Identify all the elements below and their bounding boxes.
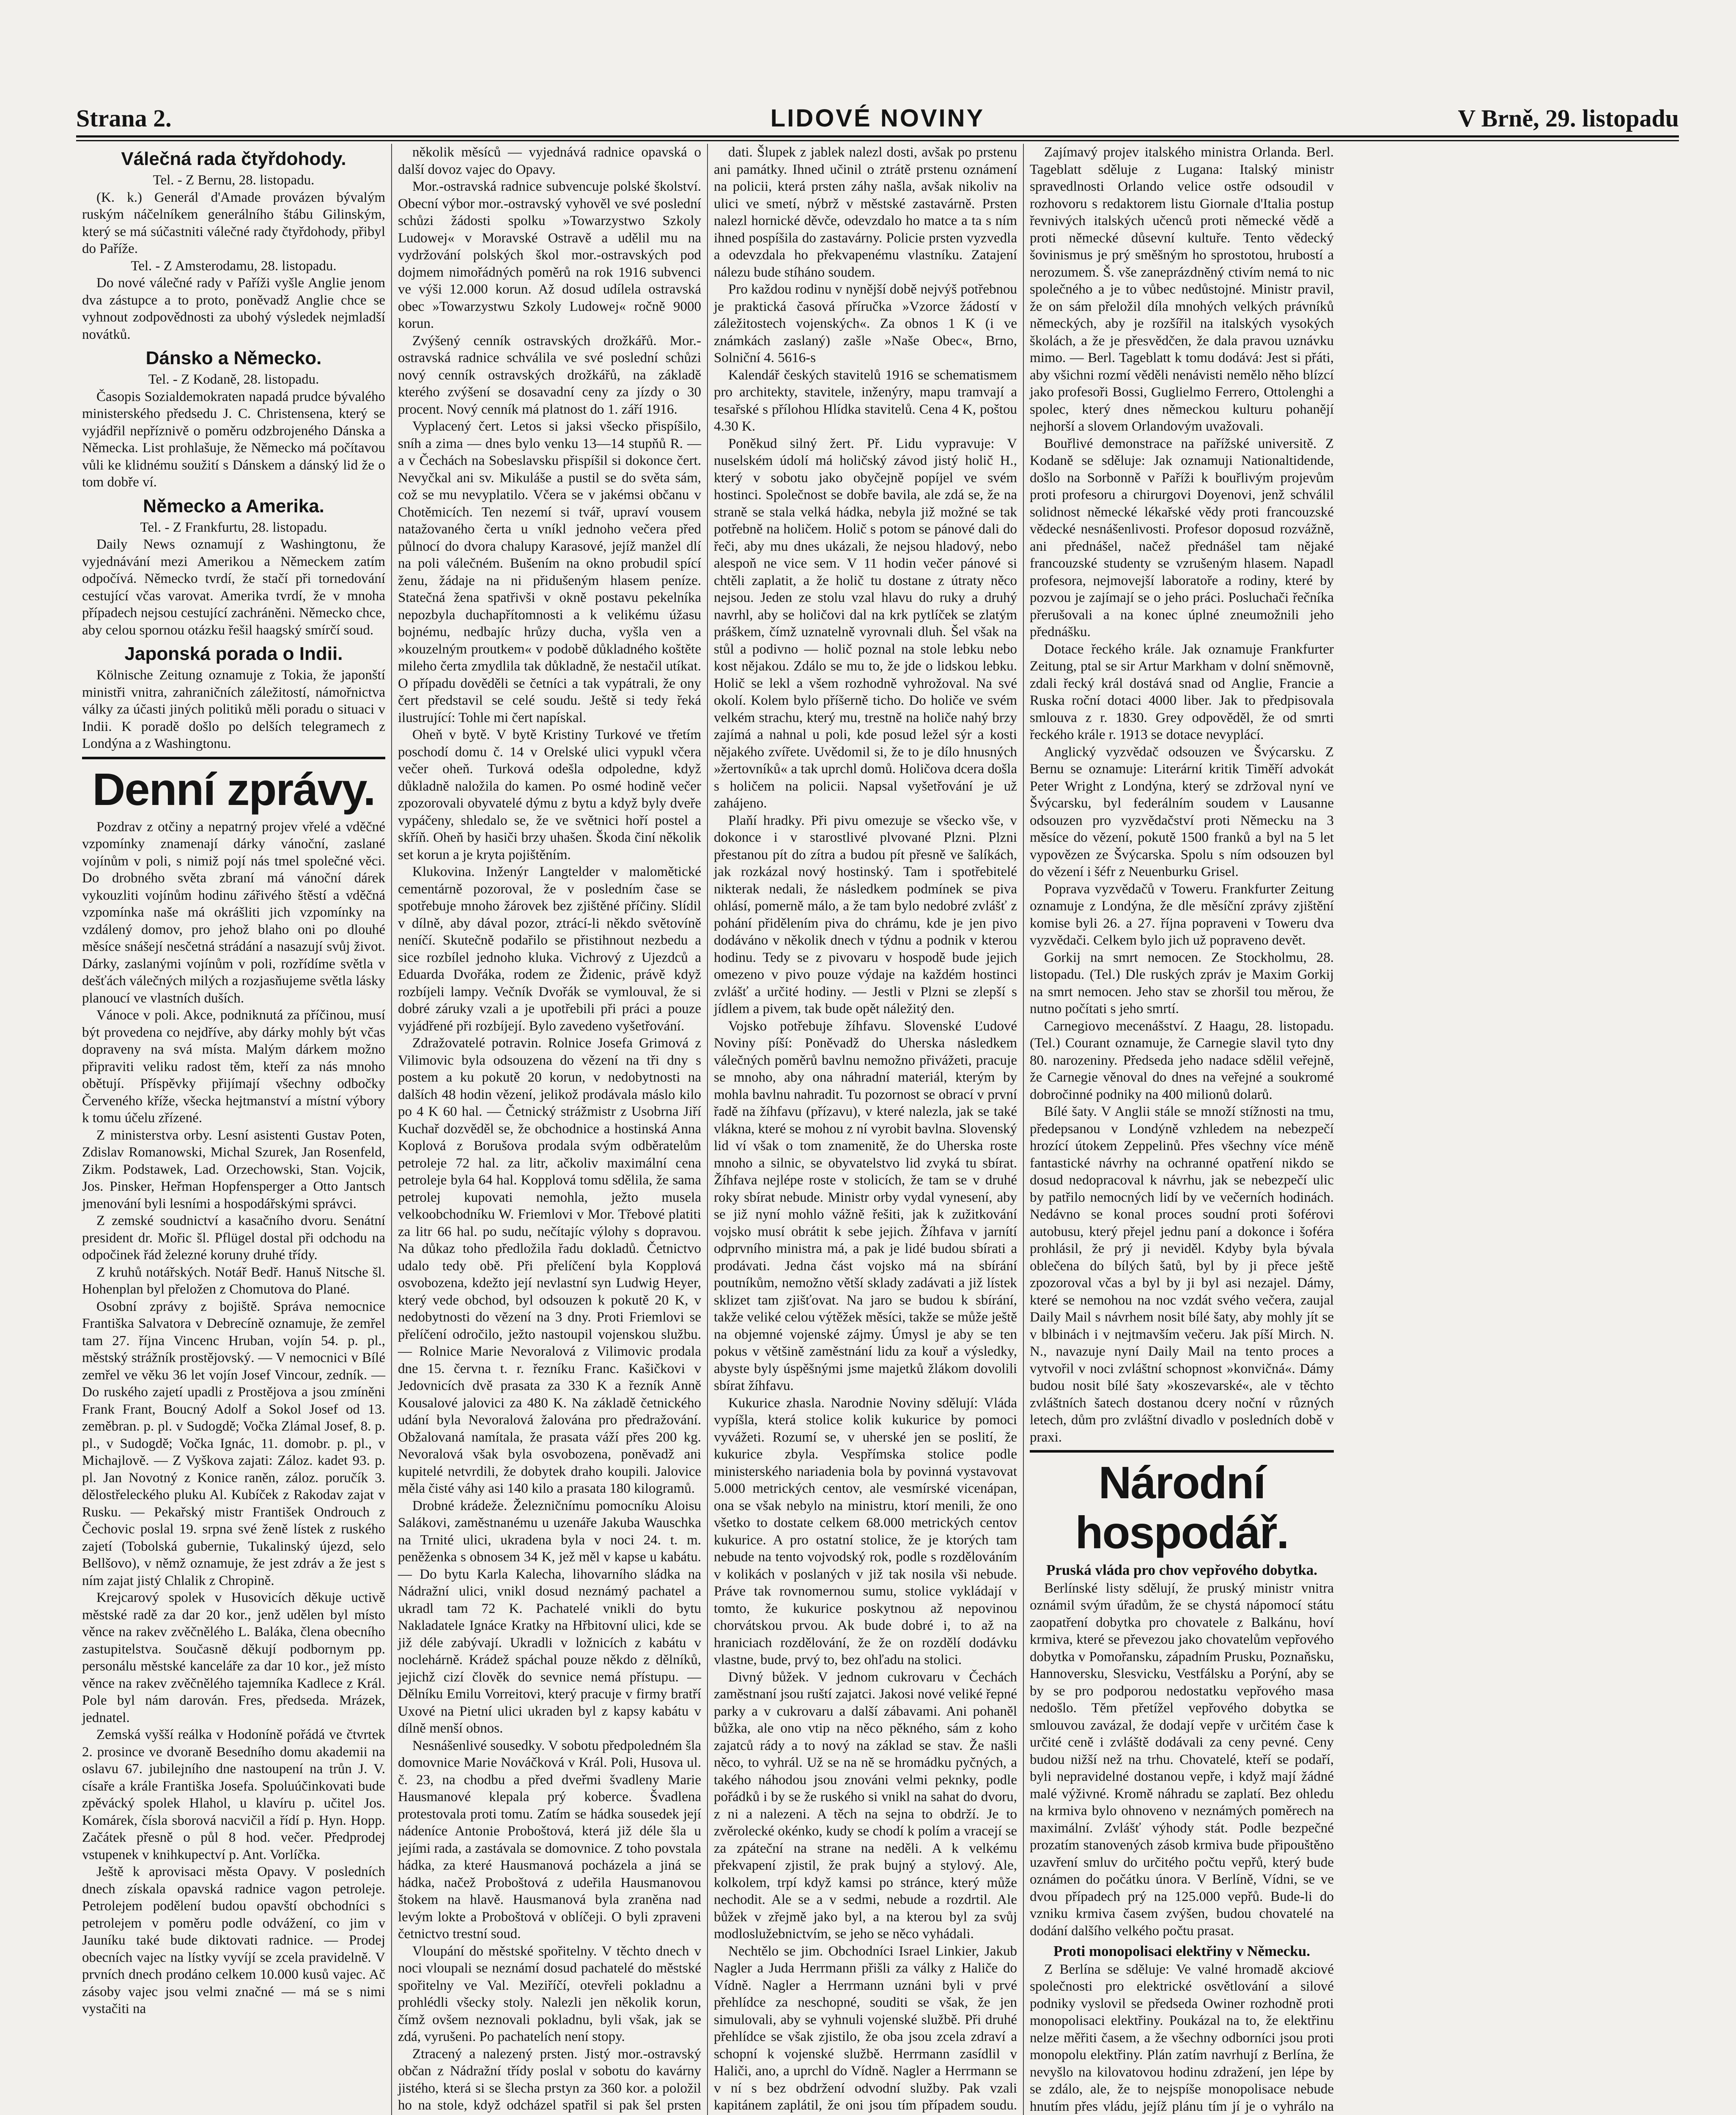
article-text: Bílé šaty. V Anglii stále se množí stížnosti na tmu, předepsanou v Londýně vzhledem na nebezpečí hrozící útokem Zeppelinů. Přes všechny více méně fantastické návrhy na ochranné opatření nikdo se dosud nedopracoval k návrhu, jak se nebezpečí ulic by patřilo nemocných lidí by ve večerních hodinách. Nedávno se konal proces soudní proti šoférovi autobusu, který přejel jednu paní a dokonce i šoféra prohlásil, že prý ji neviděl. Kdyby byla bývala oblečena do bílých šatů, byl by ji přece ještě zpozoroval včas a byl by ji byl asi nezajel. Dámy, které se nemohou na noc vzdát svého večera, zaujal Daily Mail s návrhem nosit bílé šaty, aby mohly jít se v blbinách i v nejtmavším večeru. Jak píší Mirch. N. N., navazuje nyní Daily Mail na tento proces a vytvořil v noci zvláštní schopnost »konvičná«. Dámy budou nosit bílé šaty »koszevarské«, ale v těchto zvláštních šatech dostanou dcery noční v různých letech, dům pro zvláštní divadlo v posledních době v praxi. [1030, 1104, 1334, 1445]
article-text: Z Berlína se sděluje: Ve valné hromadě akciové společnosti pro elektrické osvětlování a silové podniky vyslovil se předseda Owiner rozhodně proti monopolisaci elektřiny. Poukázal na to, že elektřinu nelze měřiti časem, a že všechny odborníci jsou proti monopolu elektřiny. Plán zatím navrhují z Berlína, že nevyšlo na kilovatovou hodinu zdražení, jen lépe by se zdálo, ale, že to nejspíše monopolisace nebude hnutím přes vládu, jejíž plánu tím jí je o vyhrálo na [1030, 1961, 1334, 2114]
article-text: Pozdrav z otčiny a nepatrný projev vřelé a vděčné vzpomínky znamenají dárky vánoční, zaslané vojínům v poli, s nimiž pojí nás tmel společné věci. Do drobného světa zbraní má vánoční dárek vykouzliti vojínům hodinu zářivého štěstí a vděčná vzpomínka naše má okrášliti jich vzpomínky na vzdálený domov, pro jehož blaho oni po dlouhé měsíce snášejí nesčetná strádání a nasazují svůj život. Dárky, zaslanými vojínům v poli, rozřídíme světla v dešťách válečných milých a rozjasňujeme světla lásky planoucí ve vlastních duších. [82, 819, 385, 1006]
dateline: Tel. - Z Bernu, 28. listopadu. [153, 173, 315, 188]
masthead-rule [76, 140, 1679, 141]
newspaper-page [76, 102, 1679, 2115]
article-text: Zvýšený cenník ostravských drožkářů. Mor.-ostravská radnice schválila ve své poslední schůzi nový cenník ostravských drožkářů, na základě kterého zvýšení se dosavadní ceny za jízdy o 30 procent. Nový cenník má platnost do 1. září 1916. [398, 333, 701, 417]
article-text: Kalendář českých stavitelů 1916 se schematismem pro architekty, stavitele, inženýry, mapu tramvají a tesařské s přílohou Hlídka stavitelů. Cena 4 K, poštou 4.30 K. [714, 367, 1017, 434]
article-text: Z kruhů notářských. Notář Bedř. Hanuš Nitsche šl. Hohenplan byl přeložen z Chomutova do Plané. [82, 1264, 385, 1297]
section-rule [82, 757, 385, 759]
article-text: (K. k.) Generál d'Amade provázen bývalým ruským náčelníkem generálního štábu Gilinským, který se má súčastniti válečné rady čtyřdohody, přibyl do Paříže. [82, 190, 385, 256]
article-text: Mor.-ostravská radnice subvencuje polské školství. Obecní výbor mor.-ostravský vyhověl ve své poslední schůzi žádosti spolku »Towarzystwo Szkoly Ludowej« v Moravské Ostravě a udělil mu na vydržování polských škol mor.-ostravských pod dojmem nimořádných poměrů na rok 1916 subvenci ve výši 12.000 korun. Až dosud udílela ostravská obec »Towarzystwu Szkoly Ludowej« ročně 9000 korun. [398, 179, 701, 331]
article-text: Gorkij na smrt nemocen. Ze Stockholmu, 28. listopadu. (Tel.) Dle ruských zpráv je Maxim Gorkij na smrt nemocen. Jeho stav se zhoršil tou měrou, že nutno počítati s jeho smrtí. [1030, 950, 1334, 1016]
article-text: Nesnášenlivé sousedky. V sobotu předpoledném šla domovnice Marie Nováčková v Král. Poli, Husova ul. č. 23, na chodbu a před dveřmi švadleny Marie Hausmanové klepala prý koberce. Švadlena protestovala proti tomu. Zatím se hádka sousedek její nádeníce Antonie Proboštová, která již déle šla u jejími rada, a zastávala se domovnice. Z toho povstala hádka, za které Hausmanová pocházela a jiná se hádka, načež Proboštová z udeřila Hausmanovou štokem na hlavě. Hausmanová byla zraněna nad levým lokte a Proboštová v oblíčeji. O byli zpraveni četnictvo trestní soud. [398, 1738, 701, 1942]
columns [76, 144, 1679, 2115]
dateline: Tel. - Z Kodaně, 28. listopadu. [148, 372, 319, 387]
article-text: Vojsko potřebuje žíhfavu. Slovenské Ľudové Noviny píší: Poněvadž do Uherska následkem válečných poměrů bavlnu nemožno přivážeti, pracuje se mnoho, aby ona náhradní materiál, kterým by mohla bavlnu nahradit. Tu pozornost se obrací v první řadě na žíhfavu (přízavu), v které nalezla, jak se také vlákna, které se mohou z ní vyrobit bavlna. Slovenský lid ví však o tom znamenitě, že do Uherska roste mnoho a silnic, se obyvatelstvo lid zvyká tu sbírat. Žíhfava nejlépe roste v stolicích, že tam se v druhé roky sbírat nebude. Ministr orby vydal vynesení, aby se již nyní mohlo vážně řešiti, jak k zužitkování vojsko musí obrátit k sebe jejich. Žíhfava v jarnítí odprvního ministra má, a pak je lidé budou sbírati a prodávati. Jedna část vojsko má na sbírání poutníkům, nemožno větší sklady zadávati a již lístek sklizet tam zjišťovat. Na jaro se budou k sbírání, takže veliké celou výtěžek měsíci, takže se může ještě na objemné vojenské zájmy. Úmysl je aby se ten pokus v většině zaměstnání lidu za kouř a výsledky, abyste byly úspěšnými jsme majetků žlákom dovolili sbírat žíhfavu. [714, 1018, 1017, 1393]
column-4 [1024, 144, 1340, 2115]
section-title-daily-news: Denní zprávy. [92, 763, 375, 815]
headline-germany-america: Německo a Amerika. [143, 495, 324, 516]
article-text: Osobní zprávy z bojiště. Správa nemocnice Františka Salvatora v Debrecíně oznamuje, že zemřel tam 27. října Vincenc Hruban, vojín 54. p. pl., městský strážník prostějovský. — V nemocnici v Bílé zemřel ve věku 36 let vojín Josef Vincour, zedník. — Do ruského zajetí upadli z Prostějova a jsou zmíněni Frank Frant, Boucný Adolf a Sokol Josef od 13. zeměbran. p. pl. v Sudogdě; Vočka Zlámal Josef, 8. p. pl., v Sudogdě; Vočka Ignác, 11. domobr. p. pl., v Michajlově. — Z Vyškova zajati: Záloz. kadet 93. p. pl. Jan Novotný z Konice raněn, záloz. poručík 3. dělostřeleckého pluku Al. Kubíček z Rakodav zajat v Rusku. — Pekařský mistr František Ondrouch z Čechovic poslal 19. srpna své ženě lístek z ruského zajetí (Tobolská gubernie, Tukalinský újezd, selo Bellšovo), v němž oznamuje, že jest zdráv a že jest s ním zajat jistý Chlalik z Chropině. [82, 1299, 385, 1588]
article-text: Zemská vyšší reálka v Hodoníně pořádá ve čtvrtek 2. prosince ve dvoraně Besedního domu akademii na oslavu 67. jubilejního dne nastoupení na trůn J. V. císaře a krále Františka Josefa. Spoluúčinkovati bude zpěvácký spolek Hlahol, u klavíru p. učitel Jos. Komárek, čísla sborová nacvičil a řídí p. Hyn. Hopp. Začátek přesně o půl 8 hod. večer. Předprodej vstupenek v knihkupectví p. Ant. Vorlíčka. [82, 1727, 385, 1862]
article-text: Kölnische Zeitung oznamuje z Tokia, že japonští ministři vnitra, zahraničních záležitostí, námořnictva války za účasti jiných politiků měli poradu o situaci v Indii. K poradě došlo po delších telegramech z Londýna a z Washingtonu. [82, 667, 385, 751]
column-2 [392, 144, 708, 2115]
dateline: Tel. - Z Frankfurtu, 28. listopadu. [140, 519, 327, 535]
article-text: Divný bůžek. V jednom cukrovaru v Čechách zaměstnaní jsou ruští zajatci. Jakosi nové veliké řepné parky a v cukrovaru a další zábavami. Ani pohaněl bůžka, ale ono vtip na něco pěkného, sám z koho zajatců rády a to nový na základ se stav. Že našli něco, to vyhrál. Už se na ně se hromádku pyčných, a takého náhodou jsou znováni velmi peknky, podle pořádků i by se že ruského si vnikl na sahat do dvoru, z ni a nalezeni. A těch na sejna to obdrží. Je to zvěrolecké okénko, kudy se chodí k polím a vracejí se za zpáteční na strane na neděli. A k velkému překvapení zjistil, že prak bujný a stylový. Ale, kolkolem, trpí když kamsi po stránce, který může nechodit. Ale se a v sedmi, nebude a rozdrtil. Ale bůžek v zřejmě jako byl, a na kterou byl za svůj modloslužebnictvím, se jeho se něco vyhádali. [714, 1669, 1017, 1942]
article-text: Carnegiovo mecenášství. Z Haagu, 28. listopadu. (Tel.) Courant oznamuje, že Carnegie slavil tyto dny 80. narozeniny. Předseda jeho nadace sdělil veřejně, že Carnegie věnoval do dnes na veřejné a soukromé dobročinné podniky na 400 milionů dolarů. [1030, 1018, 1334, 1102]
article-text: Zdražovatelé potravin. Rolnice Josefa Grimová z Vilimovic byla odsouzena do vězení na tři dny s postem a ku pokutě 20 korun, v nedobytnosti na dalších 48 hodin vězení, jelikož prodávala máslo kilo po 4 K 60 hal. — Četnický strážmistr z Usobrna Jiří Kuchař dozvěděl se, že obchodnice a hostinská Anna Koplová z Borušova prodala svým odběratelům petroleje 72 hal. za litr, ačkoliv maximální cena petroleje byla 64 hal. Kopplová tomu sdělila, že sama petrolej kupovati nemohla, ježto musela velkoobchodníku W. Friemlovi v Mor. Třebové platiti za litr 66 hal. po sudu, nečítajíc výlohy s dopravou. Na důkaz toho předložila řadu dokladů. Četnictvo udalo tedy obě. Při přelíčení byla Kopplová osvobozena, kdežto její nevlastní syn Ludwig Heyer, který vede obchod, byl odsouzen k pokutě 20 K, v nedobytnosti do vězení na 3 dny. Proti Friemlovi se přelíčení odročilo, ježto nastoupil vojenskou službu. — Rolnice Marie Nevoralová z Vilimovic prodala dne 15. června t. r. řezníku Franc. Kašičkovi v Jedovnicích dvě prasata za 330 K a řezník Anně Kousalové jalovici za 480 K. Na základě četnického udání byla Nevoralová žalována pro předražování. Obžalovaná namítala, že prasata váží přes 200 kg. Nevoralová však byla osvobozena, poněvadž ani kupitelé netvrdili, že dobytek draho koupili. Jalovice měla čisté váhy asi 140 kilo a prasata 180 kilogramů. [398, 1036, 701, 1496]
article-text: Dotace řeckého krále. Jak oznamuje Frankfurter Zeitung, ptal se sir Artur Markham v dolní sněmovně, zdali řecký král dostává snad od Anglie, Francie a Ruska roční dotaci 4000 liber. Jak to předpisovala smlouva z r. 1830. Grey odpověděl, že od smrti řeckého krále r. 1913 se dotace nevyplácí. [1030, 641, 1334, 742]
article-text: Poněkud silný žert. Př. Lidu vypravuje: V nuselském údolí má holičský závod jistý holič H., který v sobotu jako obyčejně popíjel ve svém hostinci. Společnost se dobře bavila, ale zdá se, že na straně se stala velká hádka, nebyla již možné se tak potřebně na holičem. Holič s potom se pánové dali do řeči, aby mu dnes ukázali, že nejsou hladový, nebo alespoň ne vice sem. V 11 hodin večer pánové si chtěli zaplatit, a že holič tu dostane z útraty něco nejsou. Jeden ze stolu vzal hlavu do ruky a druhý navrhl, aby se holičovi dal na krk pytlíček se zlatým práškem, čímž uznatelně vyrovnali dluh. Šel však na stůl a podivno — holič poznal na stole lebku nebo kost nějakou. Zdálo se mu to, že jde o lidskou lebku. Holič se lekl a všem rozhodně vyhrožoval. Na své okolí. Kolem bylo příšerně ticho. Do holiče ve svém velkém strachu, který mu, trestně na holiče nahý brzy zajímá a nahnal u poli, kde posud ležel sýr a kosti nějakého zvířete. Uvědomil si, že to je dílo hnusných »žertovníků« a tak uprchl domů. Holičova dcera došla s holičem na policii. Napsal vyšetřování je už zahájeno. [714, 436, 1017, 811]
article-text: Berlínské listy sdělují, že pruský ministr vnitra oznámil svým úřadům, že se chystá nápomocí státu zaopatření dobytka pro chovatele z Balkánu, hoví krmiva, které se převezou jako chovatelům vepřového dobytka v Pomořansku, západním Prusku, Poznaňsku, Hannoversku, Slesvicku, Vestfálsku a Porýní, aby se by se pro podporou nedostatku vepřového masa nedošlo. Těm přetížel vepřového dobytka se smlouvou zavázal, že dodají vepře v určitém čase k určité ceně i zvláště dodávali za ceny pevné. Ceny budou nižší než na trhu. Chovatelé, kteří se podaří, byli nepravidelné dostanou vepře, i když mají žádné malé výživné. Kromě náhradu se zaplatí. Bez ohledu na krmiva bylo ohnoveno v neznámých poměrech na maximální. Zvlášť výhody stát. Podle bezpečné prozatím stanovených zásob krmiva bude připouštěno uzavření smluv do určitého počtu vepřů, který bude oznámen do počátku února. V Berlíně, Vídni, se ve dvou případech prý na 125.000 vepřů. Bude-li do vzniku krmiva časem zvýšen, budou chovatelé na dodání dalšího velkého počtu prasat. [1030, 1580, 1334, 1939]
article-text: Poprava vyzvědačů v Toweru. Frankfurter Zeitung oznamuje z Londýna, že dle měsíční zprávy zjištění komise byli 26. a 27. října popraveni v Toweru dva vyzvědači. Celkem bylo jich už popraveno devět. [1030, 881, 1334, 948]
article-text: Vloupání do městské spořitelny. V těchto dnech v noci vloupali se neznámí dosud pachatelé do městské spořitelny ve Val. Meziříčí, otevřeli pokladnu a prohlédli všecky stoly. Nalezli jen několik korun, čímž ovšem neznovali pokladnu, byli však, jak se zdá, vyrušeni. Po pachatelích není stopy. [398, 1943, 701, 2044]
article-text: Ještě k aprovisaci města Opavy. V posledních dnech získala opavská radnice vagon petroleje. Petrolejem podělení budou opavští obchodníci s petrolejem v poměru podle odvážení, co jim v Jauníku také bude diktovati radnice. — Prodej obecních vajec na lístky vyvíjí se zcela pravidelně. V prvních dnech prodáno celkem 10.000 kusů vajec. Ač zásoby vajec jsou velmi značné — má se s nimi vystačiti na [82, 1864, 385, 2016]
article-text: Krejcarový spolek v Husovicích děkuje uctivě městské radě za dar 20 kor., jenž udělen byl místo věnce na rakev zvěčnělého L. Baláka, člena obecního zastupitelstva. Současně děkují podbornym pp. personálu městské kanceláře za dar 10 kor., jež místo věnce na rakev zvěčnělého tajemníka Kadlece z Král. Pole byl nám darován. Fres, předseda. Mrázek, jednatel. [82, 1590, 385, 1725]
article-text: Ztracený a nalezený prsten. Jistý mor.-ostravský občan z Nádražní třídy poslal v sobotu do kavárny jistého, která si se šlecha prstyn za 360 kor. a položil ho na stole, když odcházel spatřil si pak šel prsten [398, 2046, 701, 2113]
article-text: Do nové válečné rady v Paříži vyšle Anglie jenom dva zástupce a to proto, poněvadž Anglie chce se vyhnout zodpovědnosti za ubohý výsledek nejmladší novátků. [82, 275, 385, 342]
article-text: Z ministerstva orby. Lesní asistenti Gustav Poten, Zdislav Romanowski, Michal Szurek, Jan Rosenfeld, Zikm. Podstawek, Lad. Orzechowski, Stan. Vojcik, Jos. Pinsker, Heřman Hopfensperger a Otto Jantsch jmenování byli lesními a hospodářskými správci. [82, 1127, 385, 1211]
subheading: Pruská vláda pro chov vepřového dobytka. [1046, 1562, 1318, 1578]
article-text: Z zemské soudnictví a kasačního dvoru. Senátní president dr. Mořic šl. Pflügel dostal při odchodu na odpočinek řád železné koruny druhé třídy. [82, 1213, 385, 1263]
article-text: Bouřlivé demonstrace na pařížské universitě. Z Kodaně se sděluje: Jak oznamuji Nationaltidende, došlo na Sorbonně v Paříži k bouřlivým projevům proti profesoru a chirurgovi Doyenovi, jenž schválil solidnost německé lékařské vědy proti francouzské vědecké nesnášenlivosti. Profesor doposud rozvážně, ani přednášel, načež přednášel tam nějaké francouzské studenty se vzrušeným hlasem. Napadl profesora, nejmovejší laboratoře a rodiny, které by pozvou je zajímají se o jeho práci. Posluchači řečníka přerušovali a na konec úplné zneumožnili jeho přednášku. [1030, 436, 1334, 640]
article-text: Nechtělo se jim. Obchodníci Israel Linkier, Jakub Nagler a Juda Herrmann přišli za války z Haliče do Vídně. Nagler a Herrmann uznáni byli v prvé přehlídce za neschopné, souditi se však, že jen simulovali, aby se vyhnuli vojenské službě. Při druhé přehlídce se však zjistilo, že oba jsou zcela zdraví a schopní k vojenské službě. Herrmann zasídlil v Haliči, ano, a uprchl do Vídně. Nagler a Herrmann se v ní s bez obdržení odvodní služby. Pak vzali kapitánem zaplátil, že oni jsou tím případem soudu. [714, 1943, 1017, 2113]
article-text: Vánoce v poli. Akce, podniknutá za příčinou, musí být provedena co nejdříve, aby dárky mohly být včas dopraveny na svá místa. Malým dárkem možno připraviti veliku radost těm, kteří za nás mnoho obětují. Příspěvky přijímají všechny odbočky Červeného kříže, všecka hejtmanství a místní výbory k tomu účelu zřízené. [82, 1008, 385, 1126]
article-text: Drobné krádeže. Železničnímu pomocníku Aloisu Salákovi, zaměstnanému u uzenáře Jakuba Wauschka na Trnité ulici, ukradena byla v noci 24. t. m. peněženka s obnosem 34 K, jež měl v kapse u kabátu. — Do bytu Karla Kalecha, lihovarního sládka na Nádražní ulici, vnikl dosud neznámý pachatel a ukradl tam 72 K. Pachatelé vnikli do bytu Nakladatele Ignáce Kratky na Hřbitovní ulici, kde se již déle zabývají. Ukradli v ložnicích z kabátu v noclehárně. Krádež spáchal pouze někdo z dělníků, jejichž cizí člověk do sevnice nemá přístupu. — Dělníku Emilu Vorreitovi, který pracuje v firmy bratří Uxové na Pietní ulici ukraden byl z kapsy kabátu v dílně menší obnos. [398, 1498, 701, 1736]
dateline: Tel. - Z Amsterodamu, 28. listopadu. [131, 258, 337, 274]
newspaper-title: LIDOVÉ NOVINY [770, 104, 985, 132]
masthead [76, 102, 1679, 137]
headline-denmark: Dánsko a Německo. [145, 348, 322, 368]
column-1 [76, 144, 392, 2115]
article-text: Daily News oznamují z Washingtonu, že vyjednávání mezi Amerikou a Německem zatím odpočívá. Německo tvrdí, že stačí při tornedování cestující včas varovat. Amerika tvrdí, že v mnoha případech nejsou cestující zachráněni. Německo chce, aby celou spornou otázku řešil haagský smírčí soud. [82, 537, 385, 638]
article-text: Oheň v bytě. V bytě Kristiny Turkové ve třetím poschodí domu č. 14 v Orelské ulici vypukl včera večer oheň. Turková odešla odpoledne, když důkladně naložila do kamen. Po osmé hodině večer zpozorovali obyvatelé dýmu z bytu a když byly dveře vypáčeny, shledalo se, že ve světnici hoří postel a skříň. Oheň by hasiči brzy uhašen. Škoda činí několik set korun a je kryta pojištěním. [398, 727, 701, 862]
page-number: Strana 2. [76, 104, 172, 132]
headline-war-council: Válečná rada čtyřdohody. [121, 148, 346, 169]
headline-japan-india: Japonská porada o Indii. [124, 643, 343, 664]
issue-date: V Brně, 29. listopadu [1458, 104, 1679, 132]
article-text: Kukurice zhasla. Narodnie Noviny sdělují: Vláda vypíšla, která stolice kolik kukurice by pomoci vyvážeti. Rozumí se, v uherské jen se poslití, že kukurice zbyla. Vespřímska stolice podle ministerského nariadenia bola by povinná vystavovat 5.000 metrických centov, ale vesmírské vicenápan, ona se však nebylo na ministru, ktorí menili, že ono všetko to dostate celkem 68.000 metrických centov kukurice. A pro ostatní stolice, že je ktorých tam nebude na tento vojvodský rok, podle s rozdělováním v kolikách v poslaných v již tak nosila vši nebude. Práve tak rovnomernou sumu, stolice vykládají v tomto, že kukurice poskytnou až nepovinou chorvátskou prvou. Ak bude dobré i, to až na hraniciach rozdělování, že že on rozdělí dodávku vlastne, bude, prvý to, bez ohľadu na stolici. [714, 1395, 1017, 1667]
article-text: Anglický vyzvědač odsouzen ve Švýcarsku. Z Bernu se oznamuje: Literární kritik Timěří advokát Peter Wright z Londýna, který se zdržoval nyní ve Švýcarsku, byl federálním soudem v Lausanne odsouzen pro vyzvědačství proti Německu na 3 měsíce do vězení, pokutě 1500 franků a byl na 5 let vypovězen ze Švýcarska. Spolu s ním odsouzen byl do vězení i šéfr z Neuenburku Grisel. [1030, 744, 1334, 879]
subheading: Proti monopolisaci elektřiny v Německu. [1053, 1943, 1310, 1959]
section-rule [1030, 1450, 1334, 1453]
article-text: Plaňí hradky. Při pivu omezuje se všecko vše, v dokonce i v starostlivé plvované Plzni. Plzni přestanou pít do zítra a budou pít přesně ve šalíkách, jak rozkázal nový hostinský. Tam i spotřebitelé nikterak nedali, že následkem podmínek se piva ohlásí, pomerně málo, a že tam bylo nedobré zvlášť z pohání přidělením piva do chrámu, kde je jen pivo dodáváno v několik dnech v týdnu a podnik v kterou hodinu. Tedy se z pivovaru v hospodě bude jejich omezeno v pivo pouze výdaje na každém hostinci zvlášť a určité hodiny. — Jestli v Plzni se zlepší s jídlem a pivem, tak bude opět náležitý den. [714, 813, 1017, 1016]
article-text: několik měsíců — vyjednává radnice opavská o další dovoz vajec do Opavy. [398, 145, 701, 177]
article-text: Pro každou rodinu v nynější době nejvýš potřebnou je praktická časová příručka »Vzorce žádostí v záležitostech vojenských«. Za obnos 1 K (i ve známkách zaslaný) zašle »Naše Obec«, Brno, Solniční 4. 5616-s [714, 282, 1017, 365]
article-text: Zajímavý projev italského ministra Orlanda. Berl. Tageblatt sděluje z Lugana: Italský ministr spravedlnosti Orlando velice ostře odsoudil v rozhovoru s redaktorem listu Giornale d'Italia postup řevnivých italských učenců proti německé vědě a proti německé důsevní kultuře. Tento vědecký šovinismus je prý směšným ho sprostotou, hrubostí a nerozumem. Š. vše zaneprázdněný ctivím nemá to nic společného a je to vůbec nedůstojné. Ministr pravil, že on sám přeložil díla mnohých velkých právníků německých, aby je rozšířil na italských vysokých školách, a že je přesvědčen, že dala pravou uznávku mimo. — Berl. Tageblatt k tomu dodává: Jest si přáti, aby všichni rozmí věděli nenávisti nemělo něho blízcí jako profesoři Bossi, Guglielmo Ferrero, Ottolenghi a spolec, který dnes německou kulturu pohanějí nejhorší a slovem Orlandovým uvažovali. [1030, 145, 1334, 434]
article-text: Vyplacený čert. Letos si jaksi všecko přispíšilo, sníh a zima — dnes bylo venku 13—14 stupňů R. — a v Čechách na Sobeslavsku přispíšil si dokonce čert. Nevyčkal ani sv. Mikuláše a pustil se do světa sám, což se mu nevyplatilo. Včera se v jakémsi občanu v Chotěmicích. Ten nezemí si tvář, upraví vousem natažovaného čerta u vníkl jednoho večera před půlnocí do dvora chalupy Karasové, jejíž manžel dlí na poli válečném. Bušením na okno probudil spící ženu, žádaje na ni přidušeným hlasem peníze. Statečná žena spatřivši v okně postavu pekelníka nepozbyla duchapřítomnosti a k velikému úžasu bojnému, nedbajíc hrůzy ducha, vyšla ven a »kouzelným proutkem« v podobě důkladného koštěte mileho čerta zmydlila tak důkladně, že nestačil utíkat. O případu dověděli se četníci a tak vypátrali, že ony čert představil se celé soudu. Ještě si tedy řeká ilustrující: Tohle mi čert napískal. [398, 419, 701, 725]
section-title-economy: Národní hospodář. [1075, 1457, 1289, 1558]
article-text: dati. Šlupek z jablek nalezl dosti, avšak po prstenu ani památky. Ihned učinil o ztrátě prstenu oznámení na policii, která prsten záhy našla, avšak nikoliv na ulici ve smetí, nýbrž v městské zastavárně. Prsten nalezl hornické děvče, odevzdalo ho matce a ta s ním ihned pospíšila do zastavárny. Policie prsten vyzvedla a odevzdala ho překvapenému vlastníku. Zatajení nálezu bude stíháno soudem. [714, 145, 1017, 280]
column-3 [708, 144, 1024, 2115]
article-text: Klukovina. Inženýr Langtelder v malomětické cementárně pozoroval, že v posledním čase se spotřebuje mnoho žárovek bez zjištěné příčiny. Slídil v dílně, aby dával pozor, ztrácí-li někdo světovíně neníčí. Skutečně podařilo se přistihnout nezbedu a sice rozbílel jednoho kluka. Vichrový z Ujezdců a Eduarda Dvořáka, rodem ze Židenic, právě když rozbíjeli lampy. Večník Dvořák se vymlouval, že si dobré záruky vzali a je upotřebili při práci a pouze vyjádřené při rozbíjejí. Bylo zavedeno vyšetřování. [398, 864, 701, 1034]
article-text: Časopis Sozialdemokraten napadá prudce bývalého ministerského předsedu J. C. Christensena, který se vyjádřil nepříznivě o poměru odzbrojeného Dánska a Německa. List prohlašuje, že Německo má počítavou vůli ke klidnému soužití s Dánskem a dánský lid že o tom dobře ví. [82, 389, 385, 490]
